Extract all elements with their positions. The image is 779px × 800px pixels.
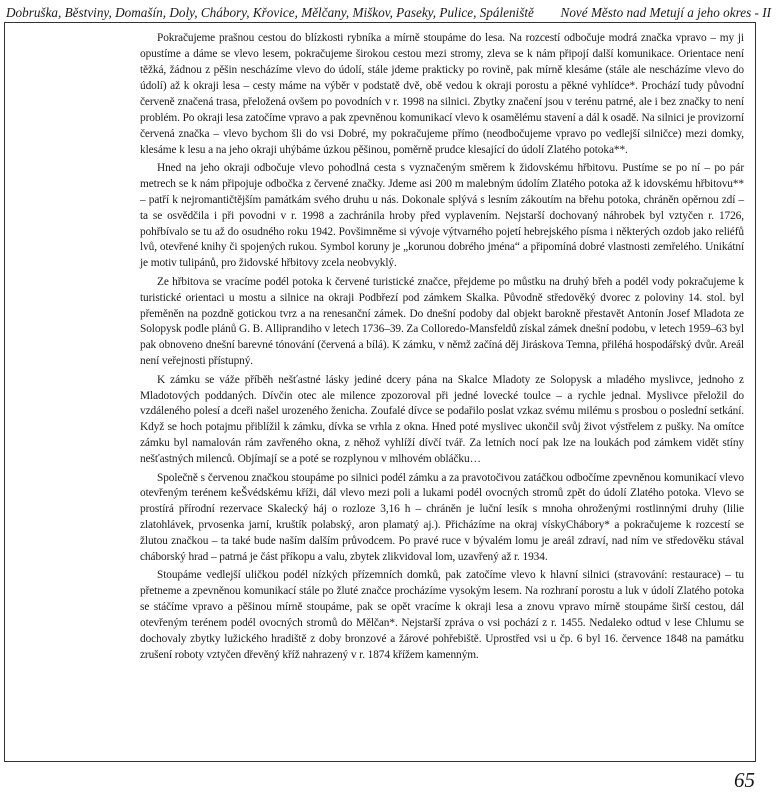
paragraph-legend: K zámku se váže příběh nešťastné lásky jediné dcery pána na Skalce Mladoty ze Solopysk a mladého myslivce, jednoho z Mladotových poddaných. Dívčin otec ale milence zpozoroval při jedné lovecké toulce – a rychle jednal. Myslivce přeložil do vzdáleného polesí a dceři našel urozeného ženicha. Zoufalé dívce se podařilo poslat vzkaz svému milému s prosbou o poslední setkání. Když se hoch potajmu přiblížil k zámku, dívka se vrhla z okna. Hned poté myslivec ukončil svůj život výstřelem z pušky. Na omítce zámku byl namalován rám zavřeného okna, z něhož vyhlíží dívčí tvář. Za letních nocí pak lze na loukách pod zámkem vidět stíny nešťastných milenců. Objímají se a poté se rozplynou v mlhovém obláčku…: [140, 373, 744, 466]
running-header: [6, 3, 771, 23]
paragraph-pond-forest: Pokračujeme prašnou cestou do blízkosti rybníka a mírně stoupáme do lesa. Na rozcestí odbočuje modrá značka vpravo – my ji opustíme a dáme se vlevo lesem, pokračujeme širokou cestou mezi stromy, zleva se k nám připojí další komunikace. Orientace není těžká, žádnou z pěšin nescházíme vlevo do údolí, stále jdeme prakticky po rovině, pak mírně klesáme (stále ale nescházíme vlevo do údolí) až k okraji lesa – cesty máme na výběr v podstatě dvě, obě vedou k okraji porostu a pěkné vyhlídce*. Prochází tudy původní červeně značená trasa, přeložená ovšem po povodních v r. 1998 na silnici. Zbytky značení jsou v terénu patrné, ale i bez značky to není problém. Po okraji lesa zatočíme vpravo a pak zpevněnou komunikací vlevo k osamělému stavení a dál k osadě. Na silnici je provizorní červená značka – vlevo bychom šli do vsi Dobré, my pokračujeme přímo (neodbočujeme vpravo po vedlejší silničce) mezi domky, klesáme k lesu a na jeho okraji uhýbáme úzkou pěšinou, poměrně prudce klesající do údolí Zlatého potoka**.: [140, 32, 744, 156]
paragraph-melcany: Stoupáme vedlejší uličkou podél nízkých přízemních domků, pak zatočíme vlevo k hlavní silnici (stravování: restaurace) – tu přetneme a zpevněnou komunikací stále po žluté značce procházíme vysokým lesem. Na rozhraní porostu a luk v údolí Zlatého potoka se stáčíme vpravo a pěšinou mírně stoupáme, pak se opět vracíme k okraji lesa a znovu vpravo mírně stoupáme širší cestou, dál otevřeným terénem podél ovocných stromů do Mělčan*. Nejstarší zpráva o vsi pochází z r. 1455. Nedaleko odtud v lese Chlumu se dochovaly zbytky lužického hradiště z doby bronzové a žárové pohřebiště. Uprostřed vsi u čp. 6 byl 16. července 1848 na památku zrušení roboty vztyčen dřevěný kříž nahrazený v r. 1874 křížem kamenným.: [140, 569, 744, 662]
paragraph-jewish-cemetery: Hned na jeho okraji odbočuje vlevo pohodlná cesta s vyznačeným směrem k židovskému hřbitovu. Pustíme se po ní – po pár metrech se k nám připojuje odbočka z červené značky. Jdeme asi 200 m malebným údolím Zlatého potoka až k idovskému hřbitovu** – patří k nejromantičtějším památkám svého druhu u nás. Dokonale splývá s lesním zákoutím na břehu potoka, chráněn opěrnou zdí – ta se osvědčila i při povodni v r. 1998 a zachránila hroby před vyplavením. Nejstarší dochovaný náhrobek byl vztyčen r. 1726, pohřbívalo se tu až do osudného roku 1942. Povšimněme si vývoje výtvarného pojetí hebrejského písma i některých ozdob jako reliéfů lvů, otevřené knihy či spojených rukou. Symbol koruny je „korunou dobrého jména“ a připomíná dobré vlastnosti zemřelého. Unikátní je motiv tulipánů, pro židovské hřbitovy zcela neobvyklý.: [140, 161, 744, 270]
paragraph-swedish-cross: Společně s červenou značkou stoupáme po silnici podél zámku a za pravotočivou zatáčkou odbočíme zpevněnou komunikací vlevo otevřeným terénem keŠvédskému kříži, dál vlevo mezi poli a lukami podél ovocných stromů zpět do údolí Zlatého potoka. Vlevo se prostírá přírodní rezervace Skalecký háj o rozloze 3,16 h – chráněn je luční lesík s mnoha ohroženými rostlinnými druhy (lilie zlatohlávek, prvosenka jarní, kruštík polabský, aron plamatý aj.). Přicházíme na okraj vískyChábory* a pokračujeme k rozcestí se žlutou značkou – ta také bude naším dalším průvodcem. Po pravé ruce v bývalém lomu je areál zdraví, nad ním ve středověku stával cháborský hrad – patrná je část příkopu a valu, zbytek zlikvidoval lom, uzavřený až r. 1934.: [140, 471, 744, 564]
header-place-names: Dobruška, Běstviny, Domašín, Doly, Chábory, Křovice, Mělčany, Miškov, Paseky, Pulice, Spáleniště: [6, 5, 534, 20]
article-body: [140, 31, 744, 666]
header-book-title: Nové Město nad Metují a jeho okres - II: [560, 5, 771, 20]
paragraph-skalka-chateau: Ze hřbitova se vracíme podél potoka k červené turistické značce, přejdeme po můstku na druhý břeh a podél vody pokračujeme k turistické orientaci u mostu a silnice na okraji Podbřezí pod zámkem Skalka. Původně středověký dvorec z poloviny 14. stol. byl přeměněn na pozdně gotickou tvrz a na renesanční zámek. Do dnešní podoby dal objekt barokně přestavět Antonín Josef Mladota ze Solopysk podle plánů G. B. Alliprandiho v letech 1736–39. Za Colloredo-Mansfeldů získal zámek dnešní podobu, v letech 1959–63 byl pak obnoveno dnešní barevné tónování (červená a bílá). K zámku, v němž začíná děj Jiráskova Temna, přiléhá hospodářský dvůr. Areál není veřejnosti přístupný.: [140, 275, 744, 368]
page-number: 65: [734, 768, 755, 792]
